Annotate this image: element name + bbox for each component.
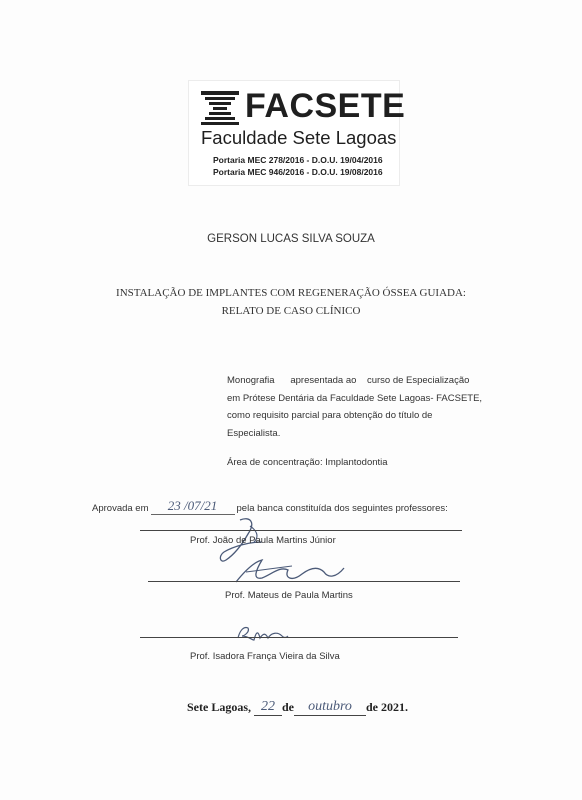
author-name: GERSON LUCAS SILVA SOUZA: [207, 233, 375, 245]
signature-line-1: [140, 530, 462, 531]
thesis-title-line-1: INSTALAÇÃO DE IMPLANTES COM REGENERAÇÃO ÓSSEA GUIADA:: [116, 287, 466, 299]
facsete-emblem-icon: [201, 91, 239, 125]
de-label-1: de: [282, 700, 294, 714]
approval-suffix: pela banca constituída dos seguintes professores:: [236, 503, 448, 514]
de-label-2: de 2021.: [366, 700, 408, 714]
signature-line-2: [148, 581, 460, 582]
logo-portaria-1: Portaria MEC 278/2016 - D.O.U. 19/04/2016: [213, 155, 383, 165]
facsete-logo: [188, 80, 406, 186]
logo-name: FACSETE: [245, 87, 406, 125]
month-handwritten: outubro: [294, 699, 366, 716]
approval-prefix: Aprovada em: [92, 503, 149, 514]
thesis-title-line-2: RELATO DE CASO CLÍNICO: [221, 305, 361, 317]
approval-date-handwritten: 23 /07/21: [151, 498, 235, 515]
city: Sete Lagoas,: [187, 700, 251, 714]
logo-subtitle: Faculdade Sete Lagoas: [201, 127, 397, 148]
description-line: em Prótese Dentária da Faculdade Sete Lagoas- FACSETE,: [227, 392, 483, 404]
signature-3: [234, 622, 290, 644]
signature-line-3: [140, 637, 458, 638]
signature-2: [232, 552, 352, 592]
logo-portaria-2: Portaria MEC 946/2016 - D.O.U. 19/08/2016: [213, 167, 383, 177]
professor-3-name: Prof. Isadora França Vieira da Silva: [190, 651, 340, 662]
day-handwritten: 22: [254, 699, 282, 716]
professor-2-name: Prof. Mateus de Paula Martins: [225, 590, 353, 601]
description-line: Monografia apresentada ao curso de Especialização: [227, 375, 470, 386]
monograph-description: [227, 372, 483, 442]
description-line: como requisito parcial para obtenção do título de: [227, 410, 433, 421]
place-and-date: [187, 700, 408, 717]
concentration-area: Área de concentração: Implantodontia: [227, 457, 388, 468]
description-line: Especialista.: [227, 427, 281, 439]
professor-1-name: Prof. João de Paula Martins Júnior: [190, 535, 336, 546]
